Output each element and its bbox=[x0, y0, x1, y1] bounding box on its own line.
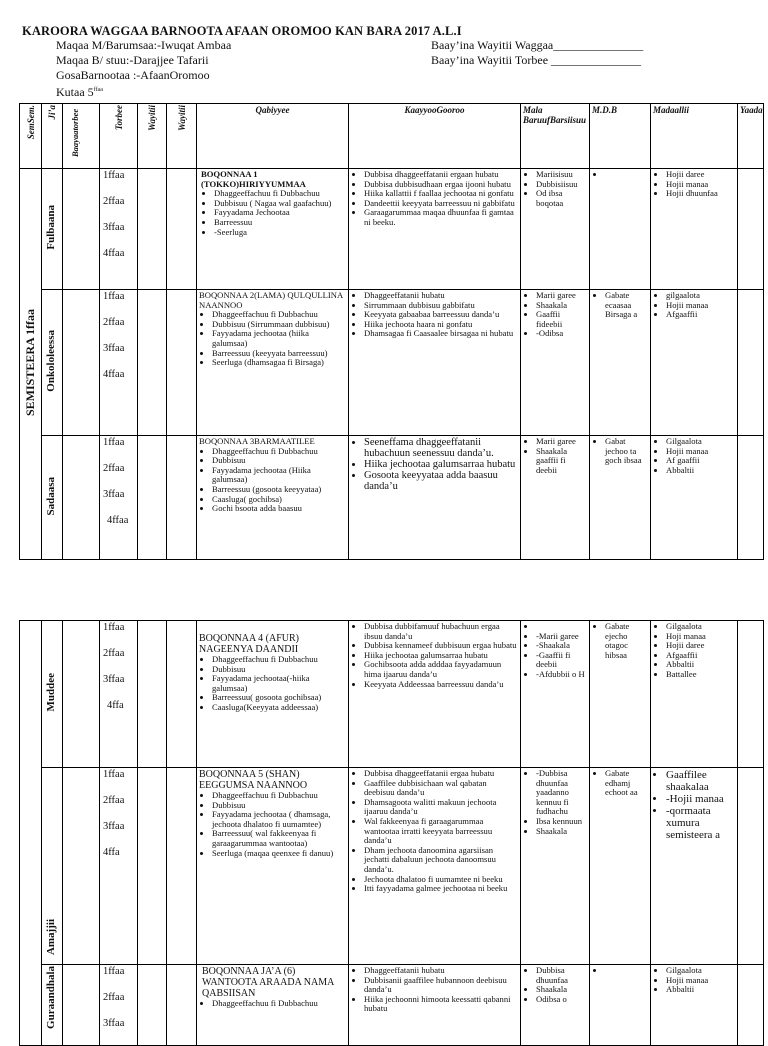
weeks-cell: 1ffaa 2ffaa 3ffaa 4ffa bbox=[100, 621, 138, 768]
assessment-cell: • Gilgaalota • Hoji manaa • Hojii daree • Afgaaffii • Abbaltii • Battallee bbox=[651, 621, 738, 768]
method-cell: • Marii garee • Shaakala gaaffii fi deebii bbox=[521, 436, 590, 560]
assessment-cell: • Hojii daree • Hojii manaa • Hojii dhuunfaa bbox=[651, 169, 738, 290]
col-week: Torbee bbox=[100, 104, 138, 169]
month-cell: Muddee bbox=[42, 621, 63, 768]
assessment-cell: • Gaaffilee shaakalaa • -Hojii manaa • -qormaata xumura semisteera a bbox=[651, 768, 738, 965]
col-content: Qabiyyee bbox=[197, 104, 349, 169]
col-semester: SemSem. bbox=[20, 104, 42, 169]
objectives-cell: • Dubbisa dhaggeeffatanii ergaa hubatu • Gaaffilee dubbisichaan wal qabatan deebisuu danda’u • Dhamsagoota walitti makuun jechoota ijaaruu danda’u • Wal fakkeenyaa fi garaagarummaa wantootaa irratti keeyyata barreessuu danda’u • Dham jechoota danoomina agarsiisan jechatti dabaluun jechoota danoomsuu danda’u. • Jechoota dhalatoo fi uumamtee ni beeku • Itti fayyadama galmee jechootaa ni beeku bbox=[349, 768, 521, 965]
method-cell: • Mariisisuu • Dubbisiisuu • Od ibsa boqotaa bbox=[521, 169, 590, 290]
method-cell: • Marii garee • Shaakala • Gaaffii fideebii • -Odibsa bbox=[521, 290, 590, 436]
content-cell: BOQONNAA JA’A (6) WANTOOTA ARAADA NAMA QABSIISAN • Dhaggeeffachuu fi Dubbachuu bbox=[197, 965, 349, 1046]
remarks-cell bbox=[738, 169, 764, 290]
header-right-info bbox=[431, 38, 643, 68]
assessment-cell: • Gilgaalota • Hojii manaa • Af gaaffii • Abbaltii bbox=[651, 436, 738, 560]
col-month: Ji’a bbox=[42, 104, 63, 169]
subject-name: GosaBarnootaa :-AfaanOromoo bbox=[56, 68, 210, 82]
weeks-cell: 1ffaa 2ffaa 3ffaa 4ffaa bbox=[100, 169, 138, 290]
table-row bbox=[20, 436, 764, 560]
remarks-cell bbox=[738, 290, 764, 436]
col-remarks: Yaada bbox=[738, 104, 764, 169]
remarks-cell bbox=[738, 621, 764, 768]
table-row bbox=[20, 965, 764, 1046]
objectives-cell: • Dhaggeeffatanii hubatu • Sirrummaan dubbisuu gabbifatu • Keeyyata gabaabaa barreessuu danda’u • Hiika jechoota haara ni gonfatu • Dhamsagaa fi Caasaalee birsagaa ni hubatu bbox=[349, 290, 521, 436]
content-cell: BOQONNAA 5 (SHAN) EEGGUMSA NAANNOO • Dhaggeeffachuu fi Dubbachuu • Dubbisuu • Fayyadama jechootaa ( dhamsaga, jechoota dhalatoo fi uumamtee) • Barreessuu( wal fakkeenyaa fi garaagarummaa wantootaa) • Seerluga (maqaa qeenxee fi danuu) bbox=[197, 768, 349, 965]
objectives-cell: • Dubbisa dhaggeeffatanii ergaan hubatu • Dubbisa dubbisudhaan ergaa ijooni hubatu • Hiika kallattii f faallaa jechootaa ni gonfatu • Dandeettii keeyyata barreessuu ni gabbifatu • Garaagarummaa maqaa dhuunfaa fi gamtaa ni beeku. bbox=[349, 169, 521, 290]
grade-label: Kutaa $5^{ffaa}$ bbox=[56, 85, 103, 99]
col-mdb: M.D.B bbox=[590, 104, 651, 169]
col-objectives: KaayyooGooroo bbox=[349, 104, 521, 169]
document-title: KAROORA WAGGAA BARNOOTA AFAAN OROMOO KAN BARA 2017 A.L.I bbox=[22, 24, 462, 38]
method-cell: • Dubbisa dhuunfaa • Shaakala • Odibsa o bbox=[521, 965, 590, 1046]
col-assessment: Madaallii bbox=[651, 104, 738, 169]
content-cell: BOQONNAA 4 (AFUR) NAGEENYA DAANDII • Dhaggeeffachuu fi Dubbachuu • Dubbisuu • Fayyadama jechootaa(-hiika galumsaa) • Barreessuu( gosoota gochibsaa) • Caasluga(Keeyyata addeessaa) bbox=[197, 621, 349, 768]
weeks-cell: 1ffaa 2ffaa 3ffaa 4ffaa bbox=[100, 290, 138, 436]
table-row bbox=[20, 290, 764, 436]
content-cell: BOQONNAA 1 (TOKKO)HIRIYYUMMAA • Dhaggeeffachuu fi Dubbachuu • Dubbisuu ( Nagaa wal gaafachuu) • Fayyadama Jechootaa • Barreessuu • -Seerluga bbox=[197, 169, 349, 290]
col-week-count: Baayaatorbee bbox=[63, 104, 100, 169]
content-cell: BOQONNAA 3BARMAATILEE • Dhaggeeffachuu fi Dubbachuu • Dubbisuu • Fayyadama jechootaa (Hiika galumsaa) • Barreessuu (gosoota keeyyataa) • Caasluga( gochibsa) • Gochi bsoota adda baasuu bbox=[197, 436, 349, 560]
teacher-name: Maqaa M/Barumsaa:-Iwuqat Ambaa bbox=[56, 38, 232, 52]
remarks-cell bbox=[738, 768, 764, 965]
objectives-cell: • Seeneffama dhaggeeffatanii hubachuun seenessuu danda’u. • Hiika jechootaa galumsarraa hubatu • Gosoota keeyyataa adda baasuu danda’u bbox=[349, 436, 521, 560]
weekly-periods: Baay’ina Wayitii Torbee _______________ bbox=[431, 53, 642, 67]
plan-table-2 bbox=[19, 620, 764, 1046]
content-cell: BOQONNAA 2(LAMA) QULQULLINA NAANNOO • Dhaggeeffachuu fi Dubbachuu • Dubbisuu (Sirrummaan dubbisuu) • Fayyadama jechootaa (hiika galumsaa) • Barreessuu (keeyyata barreessuu) • Seerluga (dhamsagaa fi Birsaga) bbox=[197, 290, 349, 436]
objectives-cell: • Dhaggeeffatanii hubatu • Dubbisanii gaaffilee hubannoon deebisuu danda’u • Hiika jechoonni himoota keessatti qabanni hubatu bbox=[349, 965, 521, 1046]
school-name: Maqaa B/ stuu:-Darajjee Tafarii bbox=[56, 53, 209, 67]
month-cell: Sadaasa bbox=[42, 436, 63, 560]
month-cell: Amajjii bbox=[42, 768, 63, 965]
semester-cell: SEMISTEERA 1ffaa bbox=[20, 169, 42, 560]
assessment-cell: • Gilgaalota • Hojii manaa • Abbaltii bbox=[651, 965, 738, 1046]
assessment-cell: • gilgaalota • Hojii manaa • Afgaaffii bbox=[651, 290, 738, 436]
month-cell: Guraandhala bbox=[42, 965, 63, 1046]
mdb-cell: • Gabate ecaasaa Birsaga a bbox=[590, 290, 651, 436]
header-row bbox=[20, 104, 764, 169]
col-period-2: Wayitii bbox=[167, 104, 197, 169]
mdb-cell bbox=[590, 169, 651, 290]
table-row bbox=[20, 169, 764, 290]
objectives-cell: • Dubbisa dubbifamuuf hubachuun ergaa ibsuu danda’u • Dubbisa kennameef dubbisuun ergaa hubatu • Hiika jechootaa galumsarraa hubatu • Gochibsoota adda adddaa fayyadamuun hima ijaaruu danda’u • Keeyyata Addeessaa barreessuu danda’u bbox=[349, 621, 521, 768]
col-period-1: Wayitii bbox=[138, 104, 167, 169]
weeks-cell: 1ffaa 2ffaa 3ffaa bbox=[100, 965, 138, 1046]
mdb-cell: • Gabat jechoo ta goch ibsaa bbox=[590, 436, 651, 560]
remarks-cell bbox=[738, 436, 764, 560]
method-cell: • • -Marii garee • -Shaakala • -Gaaffii fi deebii • -Afdubbii o H bbox=[521, 621, 590, 768]
document-header bbox=[22, 24, 752, 99]
yearly-periods: Baay’ina Wayitii Waggaa_______________ bbox=[431, 38, 644, 52]
mdb-cell bbox=[590, 965, 651, 1046]
weeks-cell: 1ffaa 2ffaa 3ffaa 4ffa bbox=[100, 768, 138, 965]
plan-table-1 bbox=[19, 103, 764, 560]
table-row bbox=[20, 768, 764, 965]
month-cell: Fulbaana bbox=[42, 169, 63, 290]
header-left-info bbox=[56, 38, 231, 100]
col-method: Mala BaruufBarsiisuu bbox=[521, 104, 590, 169]
table-row bbox=[20, 621, 764, 768]
mdb-cell: • Gabate edhamj echoot aa bbox=[590, 768, 651, 965]
remarks-cell bbox=[738, 965, 764, 1046]
weeks-cell: 1ffaa 2ffaa 3ffaa 4ffaa bbox=[100, 436, 138, 560]
mdb-cell: • Gabate ejecho otagoc hibsaa bbox=[590, 621, 651, 768]
month-cell: Onkololeessa bbox=[42, 290, 63, 436]
method-cell: • -Dubbisa dhuunfaa yaadanno kennuu fi fudhachu • Ibsa kennuun • Shaakala bbox=[521, 768, 590, 965]
